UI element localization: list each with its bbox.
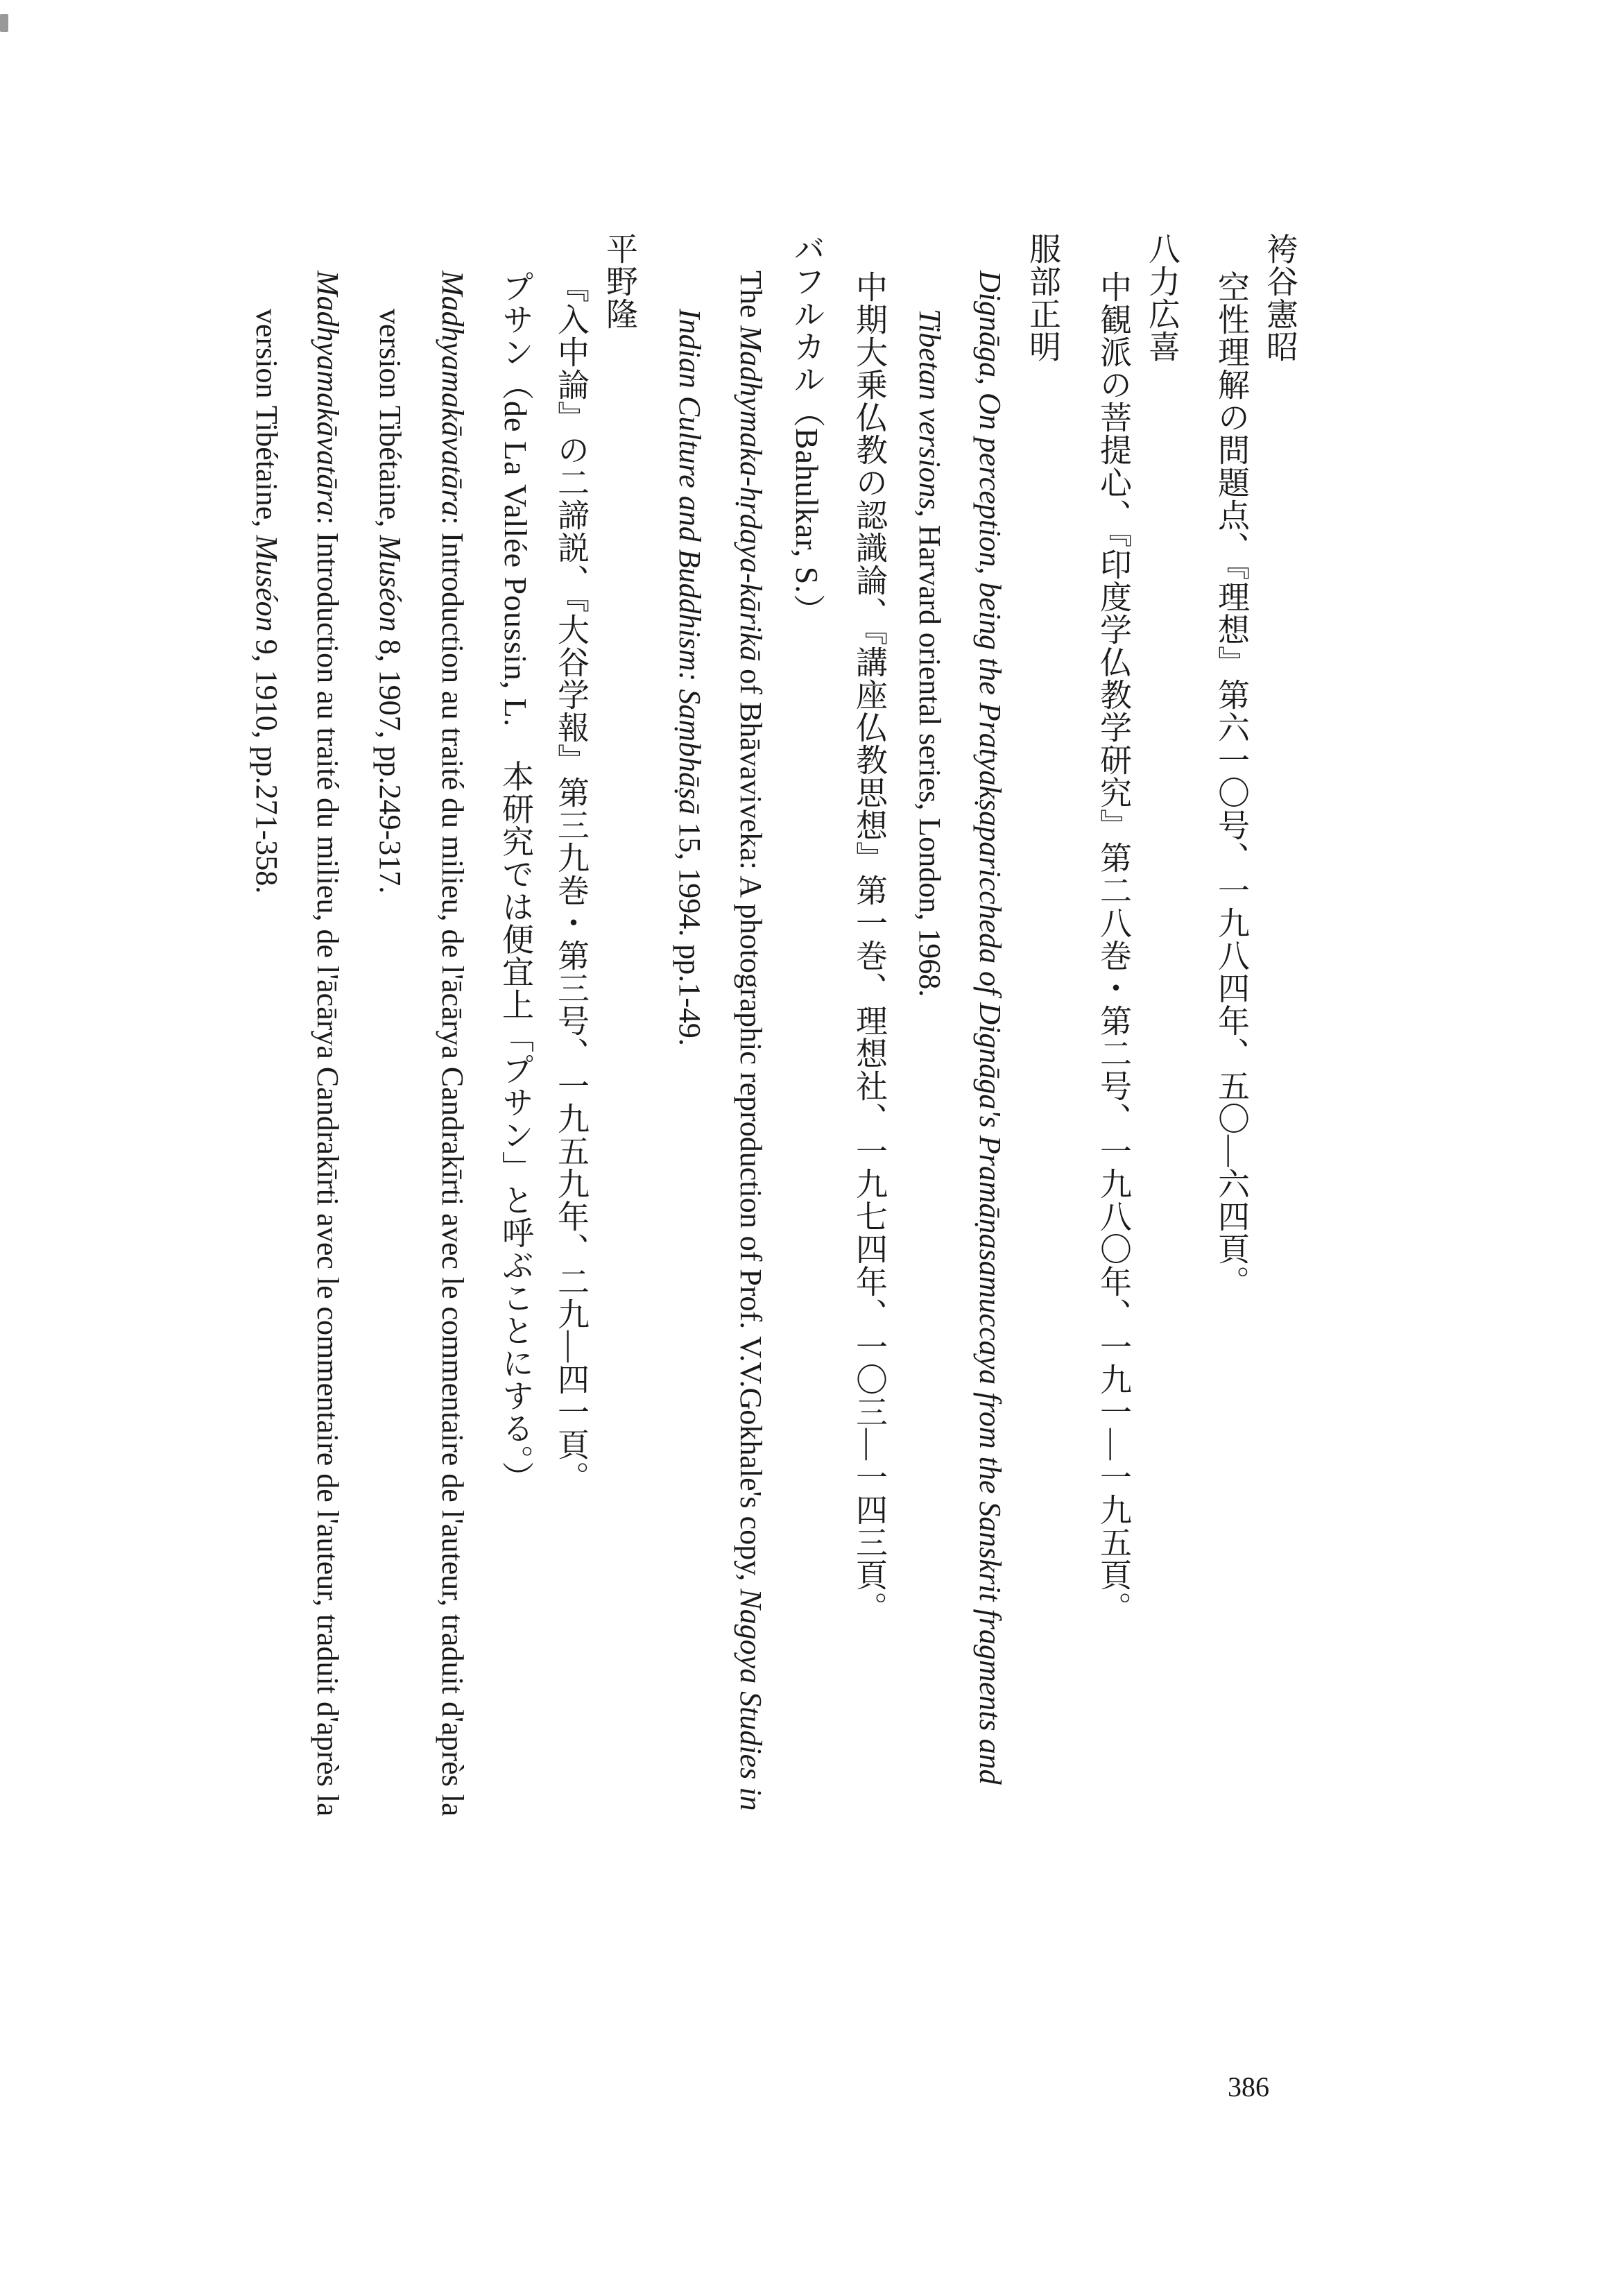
reference-text: 中観派の菩提心、『印度学仏教学研究』第二八巻・第二号、一九八〇年、一九一―一九五頁。: [1096, 271, 1131, 1624]
author-name: 平野隆: [602, 232, 637, 330]
reference-line: [312, 271, 343, 1817]
reference-text: 空性理解の問題点、『理想』第六一〇号、一九八四年、五〇―六四頁。: [1214, 271, 1249, 1298]
reference-line: [1097, 271, 1129, 1624]
reference-line: [1215, 271, 1247, 1298]
reference-line: [499, 271, 531, 1493]
reference-text: 8, 1907, pp.249-317.: [373, 631, 407, 894]
reference-line: [375, 309, 405, 893]
reference-text: 『入中論』の二諦説、『大谷学報』第三九巻・第三号、一九五九年、二九―四一頁。: [553, 271, 589, 1493]
reference-text: , Harvard oriental series, London, 1968.: [913, 509, 947, 997]
author-name: バフルカル（Bahulkar, S.）: [789, 232, 825, 626]
reference-text: version Tibétaine,: [250, 309, 284, 536]
reference-line: [555, 271, 587, 1493]
reference-text: 15, 1994. pp.1-49.: [673, 814, 707, 1046]
reference-title: Dignāga, On perception, being the Pratyakṣapariccheda of Dignāga's Pramāṇasamuccaya from the Sanskrit fragments and: [973, 271, 1007, 1785]
reference-title: Madhyamakāvatāra: [311, 271, 345, 517]
reference-text: The: [734, 271, 768, 326]
reference-title: Madhymaka-hṛdaya-kārikā: [734, 325, 768, 662]
reference-title: Tibetan versions: [913, 309, 947, 510]
scan-artifact: [0, 14, 8, 32]
reference-line: [914, 309, 945, 997]
page-number: 386: [1228, 2071, 1269, 2102]
journal-title: Muséon: [373, 535, 407, 632]
reference-text: of Bhāvaviveka: A photographic reproduction of Prof. V.V.Gokhale's copy,: [734, 661, 768, 1589]
journal-title: Indian Culture and Buddhism: Saṃbhāṣā: [673, 309, 707, 815]
author-name: 袴谷憲昭: [1262, 232, 1298, 363]
reference-line: [974, 271, 1005, 1785]
reference-line: [251, 309, 282, 893]
reference-text: version Tibétaine,: [373, 309, 407, 536]
reference-line: [853, 271, 885, 1624]
reference-text: : Introduction au traité du milieu, de l'ācārya Candrakīrti avec le commentaire de l'auteur, traduit d'après la: [311, 516, 345, 1817]
reference-text: 9, 1910, pp.271-358.: [250, 631, 284, 894]
journal-title: Muséon: [250, 535, 284, 632]
reference-text: 中期大乗仏教の認識論、『講座仏教思想』第一巻、理想社、一九七四年、一〇三―一四三頁。: [852, 271, 887, 1624]
reference-line: [674, 309, 705, 1046]
reference-line: [436, 271, 470, 1817]
reference-line: [735, 271, 766, 1811]
journal-title: Nagoya Studies in: [734, 1588, 768, 1811]
reference-text: : Introduction au traité du milieu, de l'ācārya Candrakīrti avec le commentaire de l'auteur, traduit d'après la: [436, 516, 470, 1817]
reference-text: プサン（de La Vallée Poussin, L. 本研究では便宜上「プサン」と呼ぶことにする。）: [498, 271, 533, 1494]
author-name: 八力広喜: [1144, 232, 1180, 363]
reference-title: Madhyamakāvatāra: [436, 271, 470, 517]
author-name: 服部正明: [1025, 232, 1060, 363]
